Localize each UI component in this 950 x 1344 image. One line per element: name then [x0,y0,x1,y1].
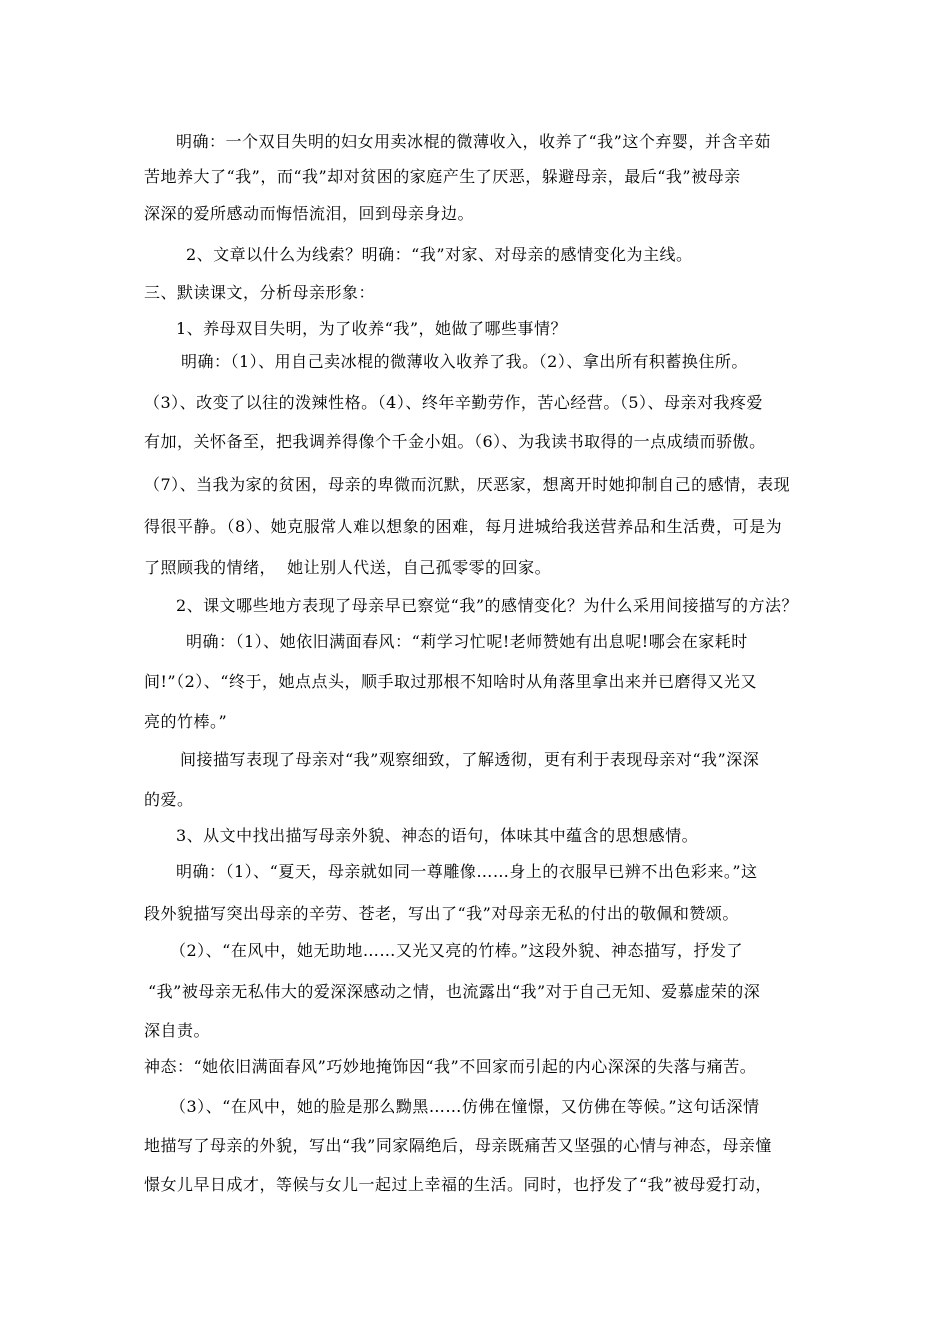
text-line: 段外貌描写突出母亲的辛劳、苍老，写出了“我”对母亲无私的付出的敬佩和赞颂。 [144,904,739,923]
text-line: 了照顾我的情绪， 她让别人代送，自己孤零零的回家。 [144,558,552,577]
text-line: 亮的竹棒。” [144,712,228,731]
text-line: 明确：一个双目失明的妇女用卖冰棍的微薄收入，收养了“我”这个弃婴，并含辛茹 [176,132,771,151]
question: 3、从文中找出描写母亲外貌、神态的语句，体味其中蕴含的思想感情。 [176,826,699,845]
text-line: 得很平静。（8）、她克服常人难以想象的困难，每月进城给我送营养品和生活费，可是为 [144,517,783,536]
question: 2、课文哪些地方表现了母亲早已察觉“我”的感情变化？为什么采用间接描写的方法？ [176,596,799,615]
section-heading: 三、默读课文，分析母亲形象： [144,283,376,302]
text-line: 深自责。 [144,1021,211,1040]
text-line: 憬女儿早日成才，等候与女儿一起过上幸福的生活。同时，也抒发了“我”被母爱打动， [144,1175,772,1194]
text-line: 明确：（1）、她依旧满面春风：“莉学习忙呢!老师赞她有出息呢!哪会在家耗时 [186,632,748,651]
text-line: 明确：（1）、“夏天，母亲就如同一尊雕像……身上的衣服早已辨不出色彩来。”这 [176,862,758,881]
text-line: 神态：“她依旧满面春风”巧妙地掩饰因“我”不回家而引起的内心深深的失落与痛苦。 [144,1057,757,1076]
text-line: 间!”（2）、“终于，她点点头，顺手取过那根不知啥时从角落里拿出来并已磨得又光又 [144,672,757,691]
text-line: 苦地养大了“我”，而“我”却对贫困的家庭产生了厌恶，躲避母亲，最后“我”被母亲 [144,167,741,186]
question: 1、养母双目失明，为了收养“我”，她做了哪些事情？ [176,319,568,338]
text-line: 深深的爱所感动而悔悟流泪，回到母亲身边。 [144,204,475,223]
text-line: 有加，关怀备至，把我调养得像个千金小姐。（6）、为我读书取得的一点成绩而骄傲。 [144,432,766,451]
text-line: （2）、“在风中，她无助地……又光又亮的竹棒。”这段外貌、神态描写，抒发了 [170,941,744,960]
text-line: “我”被母亲无私伟大的爱深深感动之情，也流露出“我”对于自己无知、爱慕虚荣的深 [148,982,761,1001]
text-line: （3）、改变了以往的泼辣性格。（4）、终年辛勤劳作，苦心经营。（5）、母亲对我疼爱 [144,393,764,412]
text-line: 的爱。 [144,790,194,809]
text-line: 间接描写表现了母亲对“我”观察细致，了解透彻，更有利于表现母亲对“我”深深 [180,750,760,769]
text-line: 明确：（1）、用自己卖冰棍的微薄收入收养了我。（2）、拿出所有积蓄换住所。 [181,352,748,371]
text-line: （3）、“在风中，她的脸是那么黝黑……仿佛在憧憬，又仿佛在等候。”这句话深情 [170,1097,760,1116]
text-line: （7）、当我为家的贫困，母亲的卑微而沉默，厌恶家，想离开时她抑制自己的感情，表现 [144,475,791,494]
text-line: 地描写了母亲的外貌，写出“我”同家隔绝后，母亲既痛苦又坚强的心情与神态，母亲憧 [144,1136,772,1155]
text-line: 2、文章以什么为线索？明确：“我”对家、对母亲的感情变化为主线。 [186,245,693,264]
